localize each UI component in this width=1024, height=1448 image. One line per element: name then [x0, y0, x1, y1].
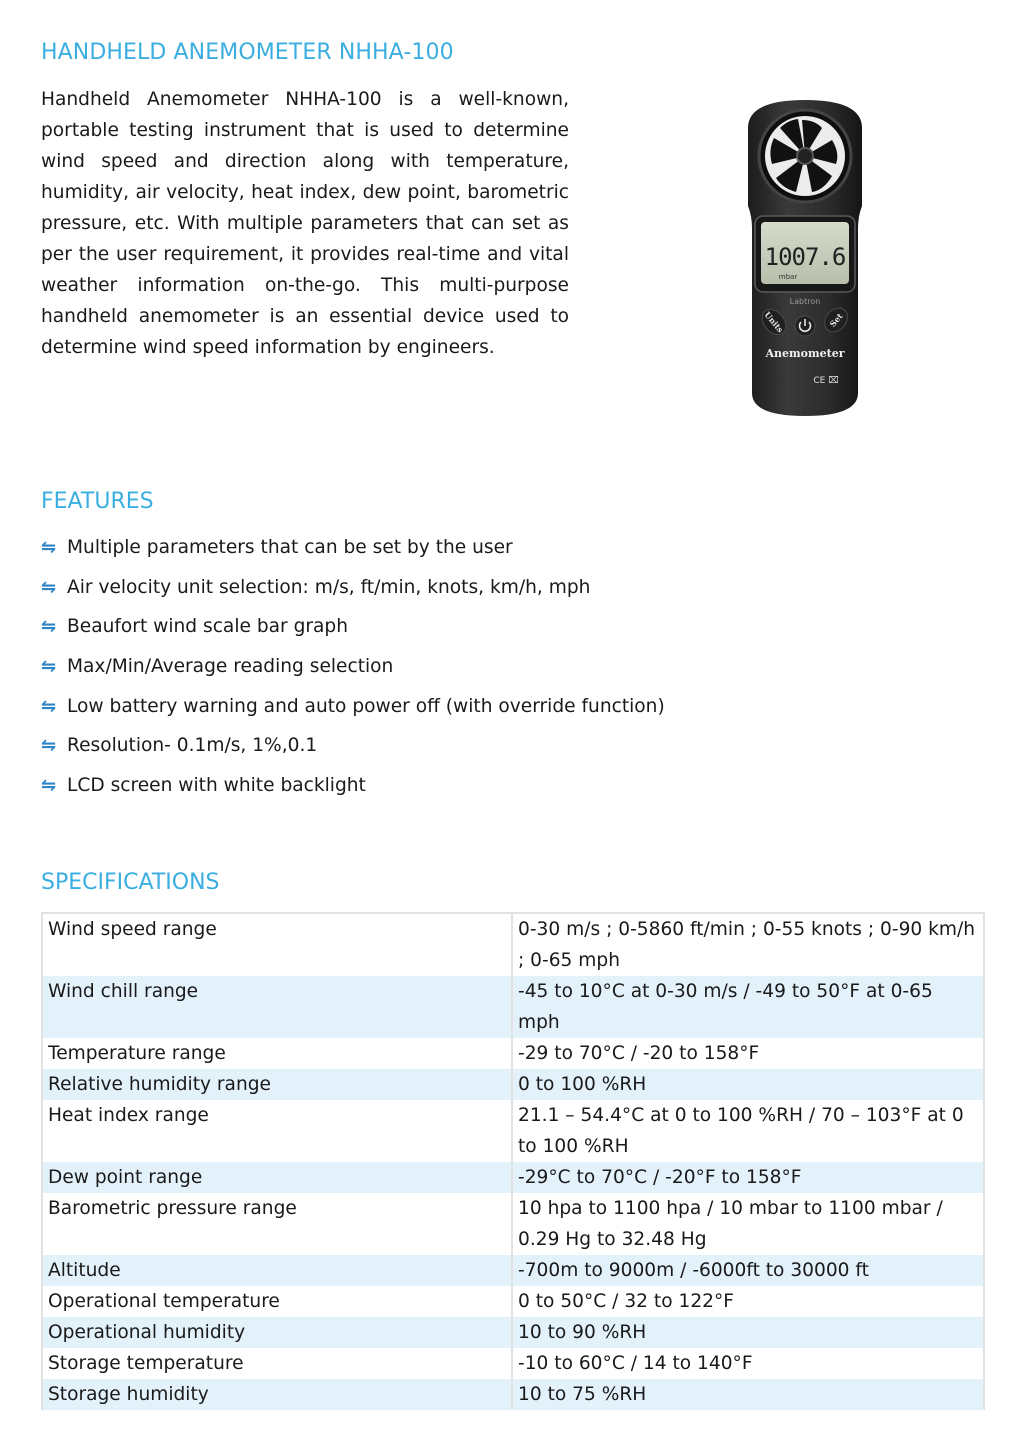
cert-marks: CE ⌧ [813, 376, 839, 386]
feature-item [41, 726, 665, 766]
svg-text:Set: Set [827, 311, 845, 329]
feature-item [41, 647, 665, 687]
feature-item [41, 766, 665, 806]
feature-text: Low battery warning and auto power off (with override function) [67, 695, 665, 717]
spec-row [42, 976, 984, 1038]
spec-label: Altitude [42, 1255, 512, 1286]
spec-label: Dew point range [42, 1162, 512, 1193]
spec-label: Temperature range [42, 1038, 512, 1069]
feature-text: LCD screen with white backlight [67, 774, 366, 796]
spec-row [42, 1379, 984, 1410]
spec-label: Storage temperature [42, 1348, 512, 1379]
spec-label: Relative humidity range [42, 1069, 512, 1100]
arrows-exchange-icon: ⇋ [41, 774, 57, 796]
arrows-exchange-icon: ⇋ [41, 695, 57, 717]
spec-row [42, 1100, 984, 1162]
spec-value: 10 hpa to 1100 hpa / 10 mbar to 1100 mbar / 0.29 Hg to 32.48 Hg [518, 1198, 943, 1250]
spec-value: 0-30 m/s ; 0-5860 ft/min ; 0-55 knots ; 0-90 km/h ; 0-65 mph [518, 919, 976, 971]
spec-value: -10 to 60°C / 14 to 140°F [518, 1353, 753, 1374]
spec-label: Wind speed range [42, 913, 512, 976]
svg-text:Units: Units [762, 309, 786, 335]
spec-value: 10 to 90 %RH [512, 1317, 984, 1348]
spec-label: Barometric pressure range [42, 1193, 512, 1255]
anemometer-product-image [740, 98, 870, 418]
features-heading: FEATURES [41, 489, 154, 514]
device-label: Anemometer [765, 347, 845, 360]
spec-value: 21.1 – 54.4°C at 0 to 100 %RH / 70 – 103°F at 0 to 100 %RH [518, 1105, 964, 1157]
arrows-exchange-icon: ⇋ [41, 537, 57, 559]
feature-text: Max/Min/Average reading selection [67, 656, 394, 678]
page-title: HANDHELD ANEMOMETER NHHA-100 [41, 40, 454, 65]
feature-item [41, 528, 665, 568]
spec-label: Operational humidity [42, 1317, 512, 1348]
lcd-unit: mbar [778, 273, 798, 281]
spec-value: -700m to 9000m / -6000ft to 30000 ft [512, 1255, 984, 1286]
specifications-heading: SPECIFICATIONS [41, 870, 220, 895]
arrows-exchange-icon: ⇋ [41, 576, 57, 598]
spec-value: -29°C to 70°C / -20°F to 158°F [512, 1162, 984, 1193]
spec-row [42, 1038, 984, 1069]
spec-label: Heat index range [42, 1100, 512, 1162]
brand-label: Labtron [789, 297, 821, 306]
spec-label: Wind chill range [42, 976, 512, 1038]
spec-row [42, 1193, 984, 1255]
feature-item [41, 686, 665, 726]
spec-row [42, 1069, 984, 1100]
spec-row [42, 1162, 984, 1193]
spec-label: Operational temperature [42, 1286, 512, 1317]
spec-value: 0 to 100 %RH [512, 1069, 984, 1100]
arrows-exchange-icon: ⇋ [41, 616, 57, 638]
spec-row [42, 1255, 984, 1286]
arrows-exchange-icon: ⇋ [41, 735, 57, 757]
feature-item [41, 607, 665, 647]
intro-paragraph: Handheld Anemometer NHHA-100 is a well-known, portable testing instrument that is used to determine wind speed and direction along with temperature, humidity, air velocity, heat index, dew point, barometric pressure, etc. With multiple parameters that can set as per the user requirement, it provides real-time and vital weather information on-the-go. This multi-purpose handheld anemometer is an essential device used to determine wind speed information by engineers. [41, 89, 569, 358]
spec-value: 0 to 50°C / 32 to 122°F [518, 1291, 734, 1312]
features-list [41, 528, 665, 805]
arrows-exchange-icon: ⇋ [41, 656, 57, 678]
feature-item [41, 568, 665, 608]
feature-text: Resolution- 0.1m/s, 1%,0.1 [67, 735, 318, 757]
specifications-table [41, 912, 985, 1410]
feature-text: Beaufort wind scale bar graph [67, 616, 349, 638]
spec-label: Storage humidity [42, 1379, 512, 1410]
feature-text: Air velocity unit selection: m/s, ft/min, knots, km/h, mph [67, 576, 591, 598]
spec-row [42, 913, 984, 976]
lcd-reading: 1007.6 [764, 243, 846, 271]
spec-value: -45 to 10°C at 0-30 m/s / -49 to 50°F at 0-65 mph [512, 976, 984, 1038]
spec-row [42, 1286, 984, 1317]
spec-value: -29 to 70°C / -20 to 158°F [518, 1043, 760, 1064]
feature-text: Multiple parameters that can be set by the user [67, 537, 513, 559]
spec-row [42, 1317, 984, 1348]
spec-row [42, 1348, 984, 1379]
power-button [795, 316, 815, 336]
spec-value: 10 to 75 %RH [512, 1379, 984, 1410]
